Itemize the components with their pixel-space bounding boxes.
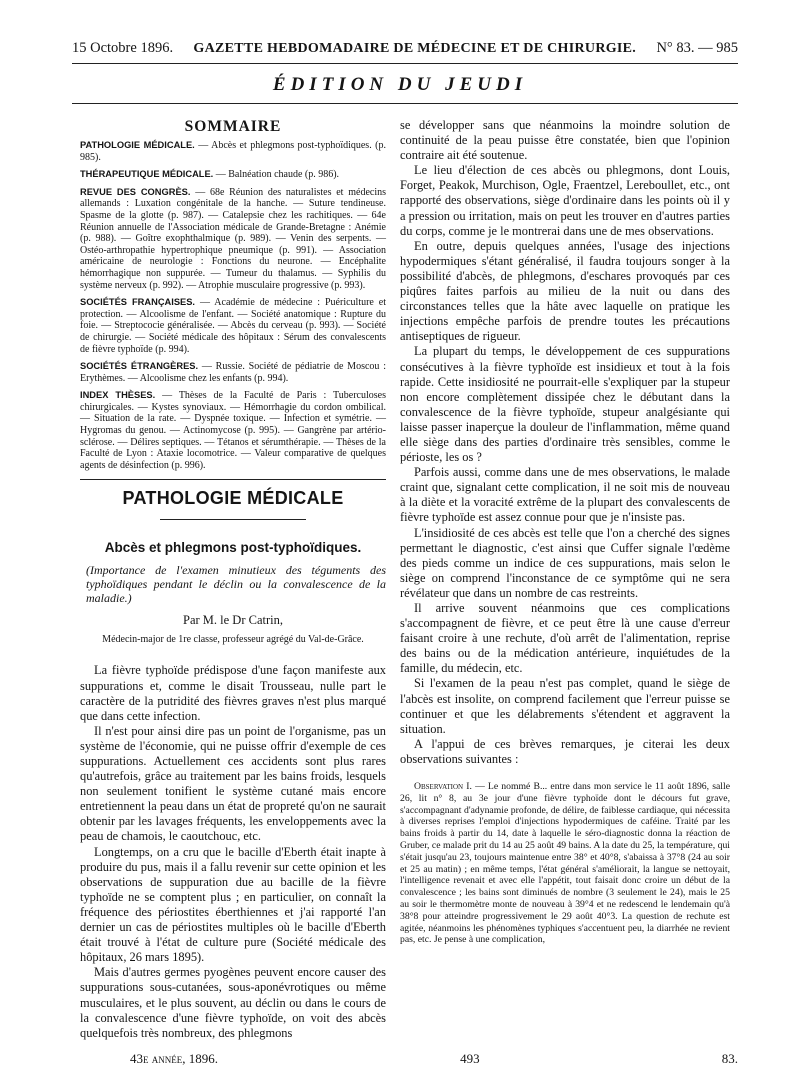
body-paragraph: En outre, depuis quelques années, l'usage des injections hypodermiques s'étant généralisé, il faudra toujours songer à la possibilité d'abcès, de phlegmons, d'eschares provoqués par ces piqûres faites parfois au milieu de la nuit ou dans des circonstances telles que la hâte avec laquelle on pratique les injections empêche parfois de prendre toutes les précautions antiseptiques de rigueur. bbox=[400, 238, 730, 344]
edition-banner: ÉDITION DU JEUDI bbox=[272, 74, 528, 95]
issue-date: 15 Octobre 1896. bbox=[72, 40, 174, 56]
sommaire-entry bbox=[80, 140, 386, 163]
observation-paragraph bbox=[400, 781, 730, 946]
body-paragraph: A l'appui de ces brèves remarques, je citerai les deux observations suivantes : bbox=[400, 736, 730, 766]
sommaire-rule bbox=[80, 479, 386, 480]
sommaire-heading: REVUE DES CONGRÈS. bbox=[80, 186, 191, 197]
sommaire-entry bbox=[80, 187, 386, 291]
sommaire-heading: SOCIÉTÉS ÉTRANGÈRES. bbox=[80, 361, 199, 372]
sommaire-heading: THÉRAPEUTIQUE MÉDICALE. bbox=[80, 169, 214, 180]
body-paragraph: La fièvre typhoïde prédispose d'une façon manifeste aux suppurations et, comme le disait Trousseau, nulle part le caractère de la putridité des fièvres graves n'est plus marqué que dans cette infection. bbox=[80, 663, 386, 723]
sommaire-entry bbox=[80, 390, 386, 471]
left-column bbox=[80, 118, 386, 1041]
sommaire-entry bbox=[80, 169, 386, 181]
article-subtitle: (Importance de l'examen minutieux des téguments des typhoïdiques pendant le déclin ou la convalescence de la maladie.) bbox=[86, 563, 386, 606]
edition-rule bbox=[72, 103, 738, 104]
body-paragraph: Parfois aussi, comme dans une de mes observations, le malade craint que, signalant cette complication, il ne soit mis de nouveau à la diète et la voracité extrême de la plupart des convalescents de fièvre typhoïde est assez connue pour que je n'insiste pas. bbox=[400, 465, 730, 525]
page-footer bbox=[130, 1051, 738, 1067]
article-body-right bbox=[400, 118, 730, 767]
sommaire-entry bbox=[80, 361, 386, 384]
sommaire-text: — Académie de médecine : Puériculture et protection. — Alcoolisme de l'enfant. — Société anatomique : Rupture du foie. — Streptococie généralisée. — Abcès du cerveau (p. 993). — Société de chirurgie. — Société médicale des hôpitaux : Sérum des convalescents de fièvre typhoïde (p. 994). bbox=[80, 297, 386, 355]
body-paragraph: La plupart du temps, le développement de ces suppurations consécutives à la fièvre typhoïde est insidieux et tout à la fois rapide. Cette insidiosité ne pourrait-elle s'expliquer par la stupeur non encore complètement dissipée chez le débutant dans la convalescence de la fièvre typhoïde, stupeur analgésiante qui laisse passer inaperçue la douleur de l'inflammation, même quand elle siège dans des parties d'ordinaire très sensibles, comme le périoste, les os ? bbox=[400, 344, 730, 465]
header-rule bbox=[72, 63, 738, 64]
body-paragraph: Le lieu d'élection de ces abcès ou phlegmons, dont Louis, Forget, Peakok, Murchison, Ogle, Fraentzel, Lereboullet, etc., ont rapporté des observations, siège d'ordinaire dans les points où il y a pression ou irritation, mais on peut les trouver en d'autres parties du corps, comme je le montrerai dans une de mes observations. bbox=[400, 163, 730, 238]
sommaire-text: — 68e Réunion des naturalistes et médecins allemands : Luxation congénitale de la hanche. — Suture tendineuse. Spasme de la glotte (p. 987). — Catalepsie chez les rachitiques. — 64e Réunion annuelle de l'Association médicale de Grande-Bretagne : Anémie (p. 988). — Goître exophthalmique (p. 989). — Venin des serpents. — Ostéo-arthropathie hypertrophique pneumique (p. 991). — Association américaine de neurologie : Fonctions du neurone. — Encéphalite hémorrhagique non suppurée. — Tumeur du thalamus. — Syphilis du système nerveux (p. 992). — Atrophie musculaire progressive (p. 993). bbox=[80, 186, 386, 291]
body-paragraph: Mais d'autres germes pyogènes peuvent encore causer des suppurations sous-cutanées, sous-aponévrotiques ou même musculaires, et le plus souvent, au déclin ou dans le cours de la convalescence d'une fièvre typhoïde, on voit des abcès quelquefois très nombreux, des phlegmons bbox=[80, 965, 386, 1040]
footer-year bbox=[130, 1051, 218, 1067]
observation-text: — Le nommé B... entre dans mon service le 11 août 1896, salle 26, lit n° 8, au 3e jour d'une fièvre typhoïde dont le décours fut grave, s'accompagnant d'adynamie profonde, de délire, de faiblesse cardiaque, qui nécessita à diverses reprises l'emploi d'injections hypodermiques de caféine. Traité par les bains froids à partir du 14, date à laquelle le séro-diagnostic donna la réaction de Gruber, ce malade prit du 14 au 25 août 49 bains. A la date du 25, la température, qui s'était jusqu'au 23, toujours maintenue entre 38° et 40°8, s'abaissa à 37°8 (24 au soir et 25 au matin) ; en même temps, l'état général s'améliorait, la langue se nettoyait, l'intelligence revenait et avec elle l'appétit, tout faisait donc croire un début de la convalescence ; les bains sont diminués de nombre (3 seulement le 24), mais le 25 au soir le thermomètre monte de nouveau à 39°4 et ne redescend le lendemain qu'à 38°8 pour atteindre progressivement le 29 août 40°3. La question de rechute est agitée, néanmoins les phénomènes typhiques s'accentuent peu, la diarrhée ne revient pas, etc. Je pense à une complication, bbox=[400, 781, 730, 946]
body-paragraph: Il n'est pour ainsi dire pas un point de l'organisme, pas un système de l'économie, qui ne puisse offrir d'exemple de ces suppurations. Actuellement ces accidents sont plus rares qu'autrefois, grâce au traitement par les bains froids, lesquels non seulement tonifient le système cutané mais encore entretiennent la peau dans un état de propreté qu'on ne saurait obtenir par les lavages fréquents, les enveloppements avec la peau de chamois, le caoutchouc, etc. bbox=[80, 723, 386, 844]
footer-year-value: 1896. bbox=[188, 1051, 218, 1066]
section-title: PATHOLOGIE MÉDICALE bbox=[122, 488, 344, 509]
body-paragraph: Si l'examen de la peau n'est pas complet, quand le siège de l'abcès est insolite, on comprend facilement que l'erreur puisse se continuer et que les délabrements s'étendent et aggravent la situation. bbox=[400, 676, 730, 736]
sommaire-title: SOMMAIRE bbox=[184, 118, 282, 135]
article-body-left bbox=[80, 663, 386, 1040]
body-paragraph: Longtemps, on a cru que le bacille d'Eberth était inapte à produire du pus, mais il a fallu revenir sur cette opinion et les observations de suppuration due au bacille de la fièvre typhoïde ne se comptent plus ; en particulier, on connaît la fréquence des périostites éberthiennes et j'ai rapporté l'an dernier un cas de périostites multiples où le bacille d'Eberth était trouvé à l'état de culture pure (Société médicale des hôpitaux, 26 mars 1895). bbox=[80, 844, 386, 965]
sommaire-heading: INDEX THÈSES. bbox=[80, 390, 156, 401]
sommaire-text: — Abcès et phlegmons post-typhoïdiques. (p. 985). bbox=[80, 140, 386, 163]
author-affiliation: Médecin-major de 1re classe, professeur agrégé du Val-de-Grâce. bbox=[102, 634, 364, 646]
journal-title: GAZETTE HEBDOMADAIRE DE MÉDECINE ET DE CHIRURGIE. bbox=[193, 41, 637, 56]
footer-year-label: année, bbox=[151, 1051, 186, 1066]
footer-page-number: 493 bbox=[460, 1051, 480, 1066]
sommaire-text: — Russie. Société de pédiatrie de Moscou : Erythèmes. — Alcoolisme chez les enfants (p. 994). bbox=[80, 361, 386, 384]
issue-number: N° 83. — 985 bbox=[656, 40, 738, 56]
section-rule bbox=[160, 519, 307, 520]
body-paragraph: L'insidiosité de ces abcès est telle que l'on a cherché des signes permettant le diagnostic, c'est ainsi que Cuffer signale l'œdème des pieds comme un indice de ces suppurations, mais selon le siège on comprend l'inconstance de ce symptôme qui ne sera révélateur que dans un nombre de cas restreints. bbox=[400, 525, 730, 600]
sommaire-heading: SOCIÉTÉS FRANÇAISES. bbox=[80, 297, 196, 308]
footer-year-prefix: 43e bbox=[130, 1051, 149, 1066]
sommaire-heading: PATHOLOGIE MÉDICALE. bbox=[80, 140, 195, 150]
right-column bbox=[400, 118, 730, 946]
footer-issue: 83. bbox=[721, 1051, 738, 1066]
body-paragraph: se développer sans que néanmoins la moindre solution de continuité de la peau puisse être constatée, bien que l'opinion contraire ait été soutenue. bbox=[400, 118, 730, 163]
sommaire-list bbox=[80, 140, 386, 471]
sommaire-text: — Balnéation chaude (p. 986). bbox=[213, 169, 340, 181]
article-author: Par M. le Dr Catrin, bbox=[183, 613, 283, 628]
sommaire-text: — Thèses de la Faculté de Paris : Tuberculoses chirurgicales. — Kystes synoviaux. — Hémorrhagie du cordon ombilical. — Situation de la rate. — Dyspnée toxique. — Infection et symétrie. — Hygromas du genou. — Actinomycose (p. 995). — Gangrène par artério-sclérose. — Délires septiques. — Tétanos et sérumthérapie. — Thèses de la Faculté de Lyon : Ataxie locomotrice. — Valeur comparative de quelques agents de désinfection (p. 996). bbox=[80, 390, 386, 471]
article-title: Abcès et phlegmons post-typhoïdiques. bbox=[104, 540, 362, 556]
body-paragraph: Il arrive souvent néanmoins que ces complications s'accompagnent de fièvre, et ce peut être là une cause d'erreur faisant croire à une rechute, d'où arrêt de l'alimentation, reprise des bains ou de la médication antérieure, inquiétudes de la famille, du médecin, etc. bbox=[400, 601, 730, 676]
observation-label: Observation I. bbox=[414, 781, 472, 793]
running-header bbox=[72, 40, 738, 62]
sommaire-entry bbox=[80, 297, 386, 355]
